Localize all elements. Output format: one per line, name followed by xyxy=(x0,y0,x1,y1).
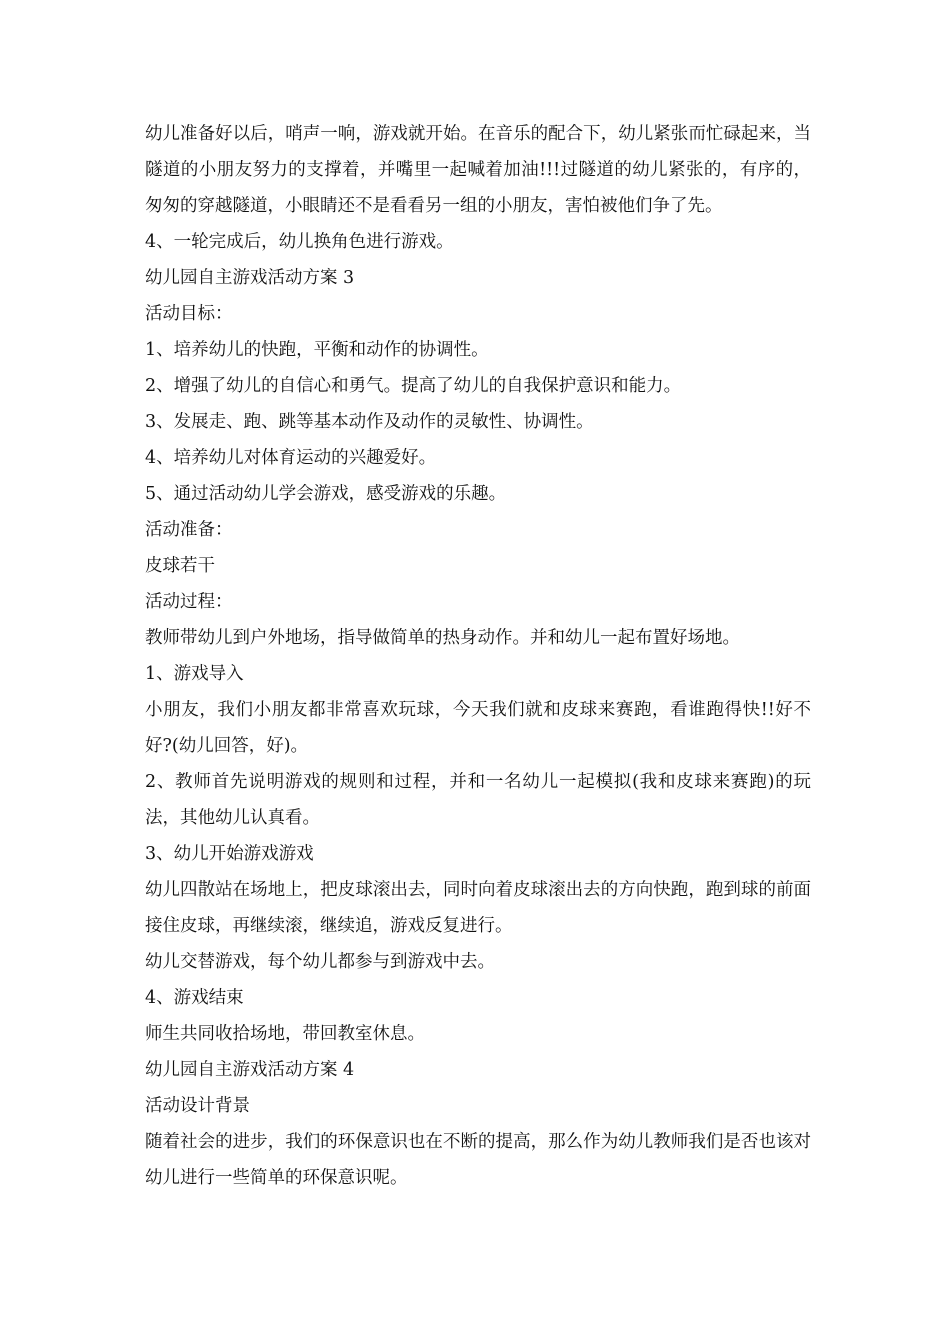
paragraph-warm-up: 教师带幼儿到户外地场，指导做简单的热身动作。并和幼儿一起布置好场地。 xyxy=(145,628,740,648)
label-activity-prep: 活动准备： xyxy=(145,520,233,540)
prep-item-balls: 皮球若干 xyxy=(145,556,215,576)
paragraph-take-turns: 幼儿交替游戏，每个幼儿都参与到游戏中去。 xyxy=(145,952,495,972)
label-activity-process: 活动过程： xyxy=(145,592,233,612)
section-heading-plan-4: 幼儿园自主游戏活动方案 4 xyxy=(145,1060,355,1080)
paragraph-game-rules: 幼儿四散站在场地上，把皮球滚出去，同时向着皮球滚出去的方向快跑，跑到球的前面接住皮球，再继续滚，继续追，游戏反复进行。 xyxy=(145,880,811,936)
goal-item-1: 1、培养幼儿的快跑，平衡和动作的协调性。 xyxy=(145,340,489,360)
goal-item-2: 2、增强了幼儿的自信心和勇气。提高了幼儿的自我保护意识和能力。 xyxy=(145,376,682,396)
paragraph-intro-dialogue: 小朋友，我们小朋友都非常喜欢玩球，今天我们就和皮球来赛跑，看谁跑得快!!好不好?(幼儿回答，好)。 xyxy=(145,700,811,756)
paragraph-cleanup: 师生共同收拾场地，带回教室休息。 xyxy=(145,1024,425,1044)
document-page xyxy=(145,116,811,1196)
step-heading-1: 1、游戏导入 xyxy=(145,664,244,684)
step-heading-2: 2、教师首先说明游戏的规则和过程，并和一名幼儿一起模拟(我和皮球来赛跑)的玩法，其他幼儿认真看。 xyxy=(145,772,811,828)
paragraph-environment: 随着社会的进步，我们的环保意识也在不断的提高，那么作为幼儿教师我们是否也该对幼儿进行一些简单的环保意识呢。 xyxy=(145,1132,811,1188)
label-activity-goals: 活动目标： xyxy=(145,304,233,324)
goal-item-3: 3、发展走、跑、跳等基本动作及动作的灵敏性、协调性。 xyxy=(145,412,594,432)
paragraph-swap-roles: 4、一轮完成后，幼儿换角色进行游戏。 xyxy=(145,232,454,252)
goal-item-4: 4、培养幼儿对体育运动的兴趣爱好。 xyxy=(145,448,437,468)
section-heading-plan-3: 幼儿园自主游戏活动方案 3 xyxy=(145,268,355,288)
paragraph-game-start: 幼儿准备好以后，哨声一响，游戏就开始。在音乐的配合下，幼儿紧张而忙碌起来，当隧道的小朋友努力的支撑着，并嘴里一起喊着加油!!!过隧道的幼儿紧张的，有序的，匆匆的穿越隧道，小眼睛还不是看看另一组的小朋友，害怕被他们争了先。 xyxy=(145,124,811,216)
step-heading-4: 4、游戏结束 xyxy=(145,988,244,1008)
goal-item-5: 5、通过活动幼儿学会游戏，感受游戏的乐趣。 xyxy=(145,484,507,504)
label-design-background: 活动设计背景 xyxy=(145,1096,250,1116)
step-heading-3: 3、幼儿开始游戏游戏 xyxy=(145,844,314,864)
